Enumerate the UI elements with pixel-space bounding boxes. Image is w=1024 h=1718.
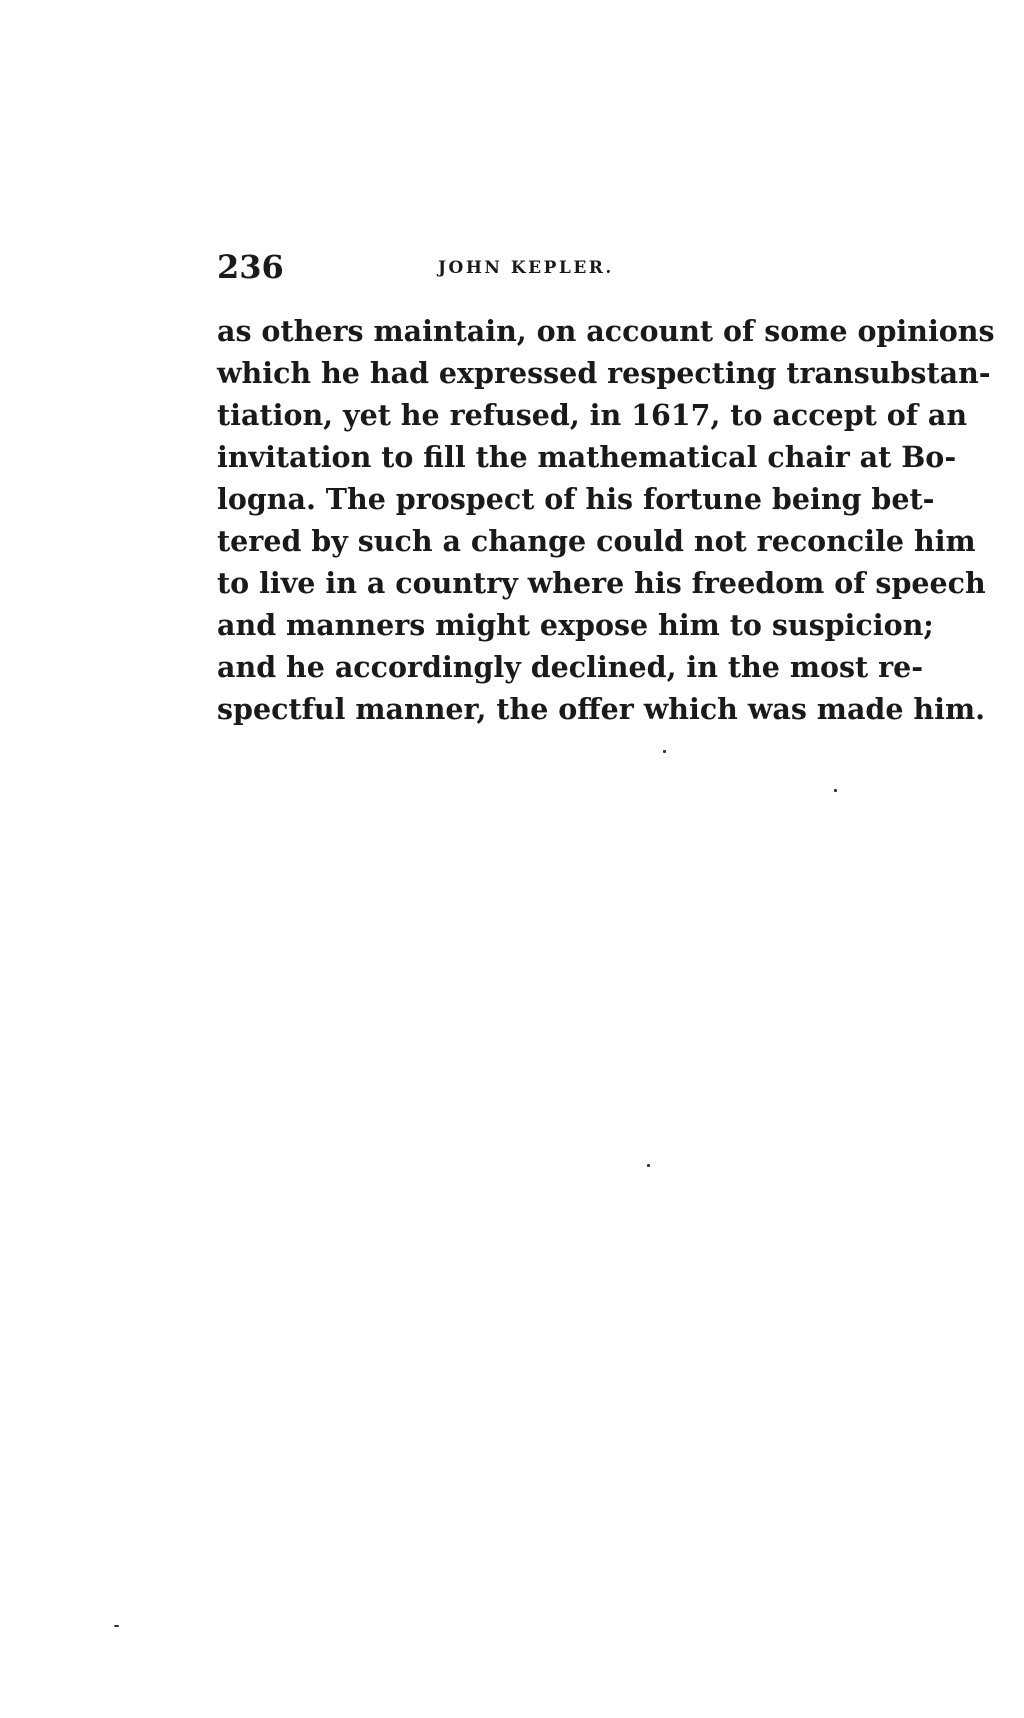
scan-speck — [834, 789, 837, 792]
scan-speck — [114, 1625, 119, 1627]
page-number: 236 — [217, 248, 284, 286]
text-line: and manners might expose him to suspicion; — [217, 608, 934, 642]
text-line: and he accordingly declined, in the most re- — [217, 650, 924, 684]
text-line: as others maintain, on account of some opinions — [217, 314, 995, 348]
text-line: tered by such a change could not reconcile him — [217, 524, 976, 558]
text-line: which he had expressed respecting transubstan- — [217, 356, 991, 390]
scan-speck — [647, 1164, 650, 1167]
running-head: JOHN KEPLER. — [438, 258, 614, 278]
scan-speck — [663, 750, 666, 753]
text-line: invitation to fill the mathematical chair at Bo- — [217, 440, 957, 474]
text-line: to live in a country where his freedom of speech — [217, 566, 986, 600]
text-line: tiation, yet he refused, in 1617, to accept of an — [217, 398, 968, 432]
text-line: logna. The prospect of his fortune being bet- — [217, 482, 935, 516]
body-paragraph — [217, 310, 995, 730]
text-line: spectful manner, the offer which was made him. — [217, 692, 986, 726]
